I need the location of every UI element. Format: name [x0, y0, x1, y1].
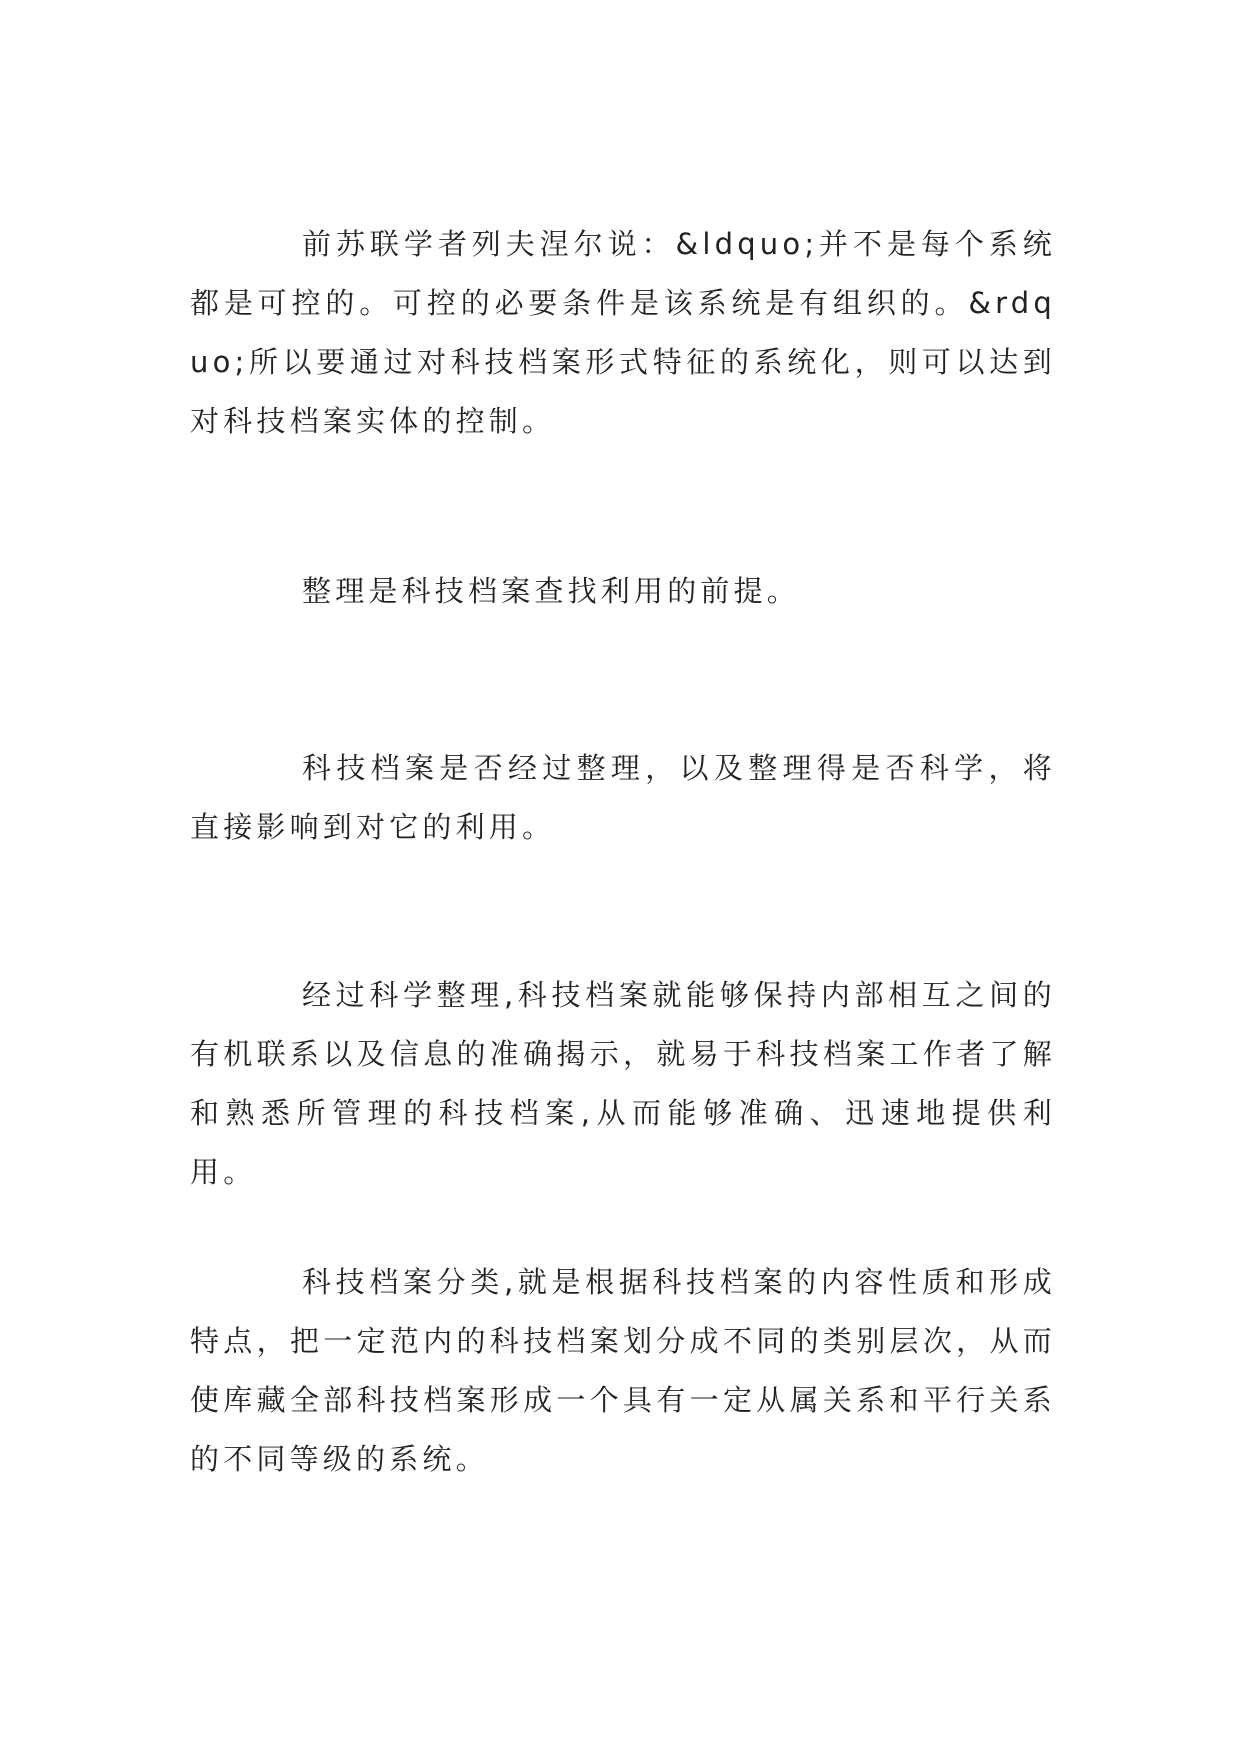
paragraph: 科技档案是否经过整理，以及整理得是否科学，将直接影响到对它的利用。 — [190, 751, 1056, 844]
paragraph: 科技档案分类,就是根据科技档案的内容性质和形成特点，把一定范内的科技档案划分成不同的类别层次，从而使库藏全部科技档案形成一个具有一定从属关系和平行关系的不同等级的系统。 — [190, 1265, 1056, 1476]
paragraph: 前苏联学者列夫涅尔说：&ldquo;并不是每个系统都是可控的。可控的必要条件是该系统是有组织的。&rdquo;所以要通过对科技档案形式特征的系统化，则可以达到对科技档案实体的控制。 — [190, 227, 1056, 438]
paragraph: 整理是科技档案查找利用的前提。 — [302, 574, 801, 608]
paragraph: 经过科学整理,科技档案就能够保持内部相互之间的有机联系以及信息的准确揭示，就易于科技档案工作者了解和熟悉所管理的科技档案,从而能够准确、迅速地提供利用。 — [190, 978, 1056, 1189]
